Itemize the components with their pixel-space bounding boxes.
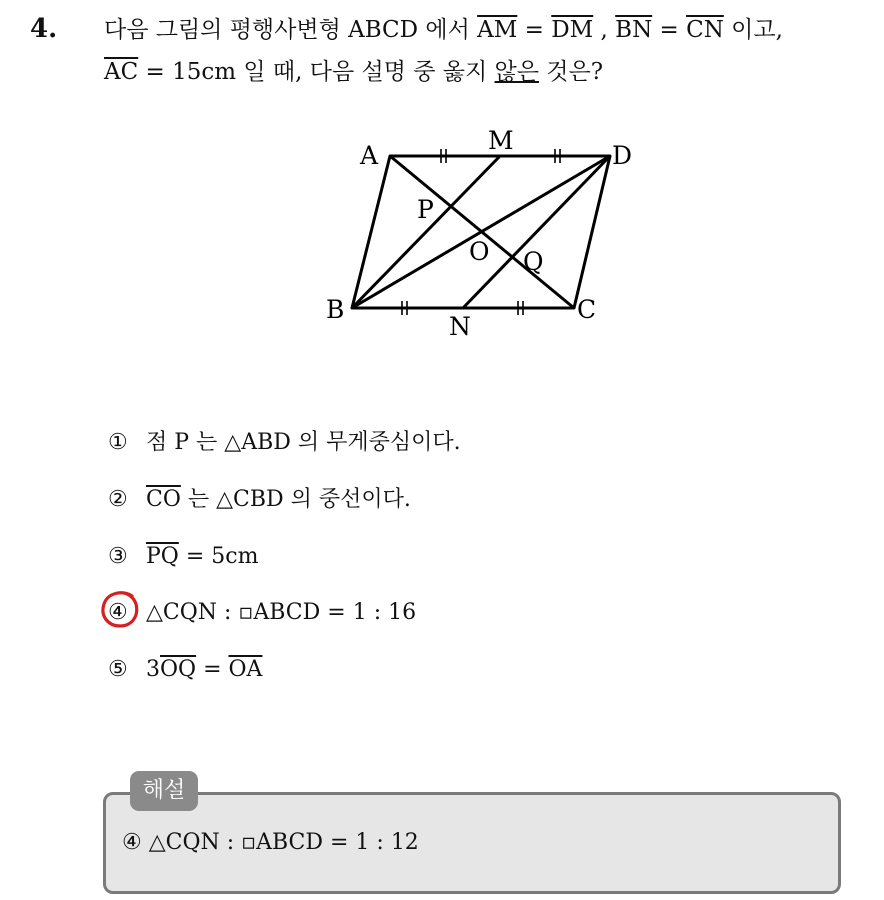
equals: = [196,657,229,682]
segment-bn: $\overline{BN}$ [615,17,653,43]
segment-dm: $\overline{DM}$ [551,17,594,43]
choice-1[interactable] [108,428,461,458]
segment-am: $\overline{AM}$ [477,17,518,43]
segment-oq: $\overline{OQ}$ [160,657,197,682]
segment-bm [352,156,500,308]
label-d: D [612,141,633,170]
emphasis-not: 않은 [494,59,539,85]
choice-number: ② [108,487,128,512]
label-b: B [326,295,345,324]
question-text: 다음 그림의 평행사변형 ABCD 에서 [104,17,478,43]
equals: = [652,17,687,43]
equals: = [517,17,552,43]
question-text: 것은? [538,59,604,85]
segment-nd [463,156,610,308]
choice-4[interactable] [108,598,416,628]
question-number: 4. [30,14,58,44]
label-a: A [360,141,379,170]
choice-text: 점 P 는 △ABD 의 무게중심이다. [146,430,461,455]
segment-pq: $\overline{PQ}$ [146,544,179,569]
explanation-tag: 해설 [130,771,198,811]
choice-number: ④ [108,600,128,625]
choice-text: 3 [146,657,160,682]
choice-3[interactable] [108,542,258,572]
diagonal-bd [352,156,610,308]
choice-number: ⑤ [108,657,128,682]
choice-number: ③ [108,544,128,569]
segment-oa: $\overline{OA}$ [228,657,263,682]
choice-2[interactable] [108,485,411,515]
answer-circle-mark [99,588,141,630]
parallelogram-figure [318,118,648,350]
segment-cn: $\overline{CN}$ [686,17,724,43]
choice-number: ① [108,430,128,455]
label-c: C [577,295,597,324]
choice-text: = 5cm [178,544,259,569]
choice-text: 는 △CBD 의 중선이다. [180,487,411,512]
comma: , [593,17,616,43]
question-text: = 15cm 일 때, 다음 설명 중 옳지 [138,59,495,85]
question-line-2 [104,56,603,88]
choice-5[interactable] [108,655,262,685]
label-o: O [469,237,490,266]
segment-ac: $\overline{AC}$ [104,59,139,85]
label-m: M [488,126,514,155]
label-q: Q [523,247,544,276]
label-p: P [417,195,434,224]
segment-co: $\overline{CO}$ [146,487,181,512]
explanation-answer: ④ △CQN : ▫ABCD = 1 : 12 [122,830,419,855]
label-n: N [449,312,471,341]
question-line-1 [104,14,783,46]
question-text: 이고, [723,17,783,43]
choice-text: △CQN : ▫ABCD = 1 : 16 [146,600,417,625]
